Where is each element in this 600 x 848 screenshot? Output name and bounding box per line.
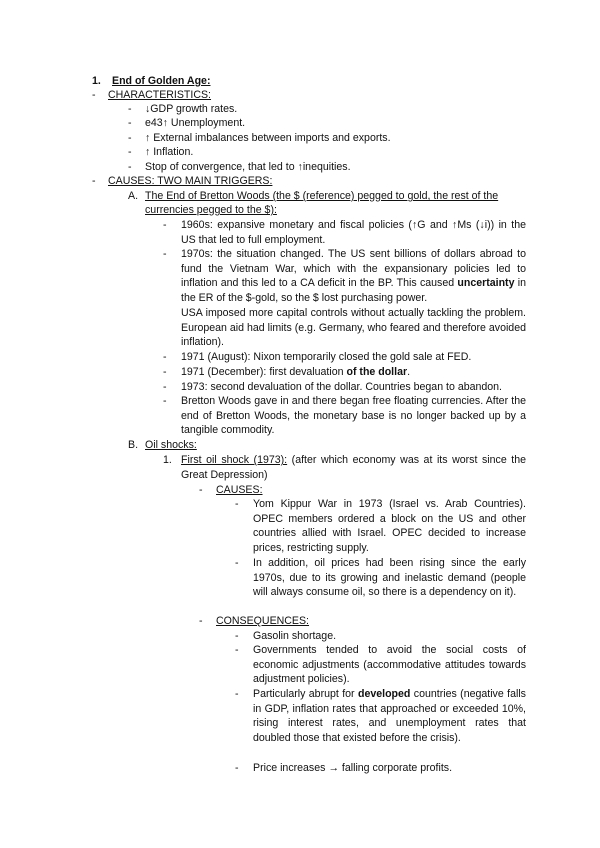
- paragraph: USA imposed more capital controls without actually tackling the problem. European aid had limits (e.g. Germany, who feared and therefore avoided inflation).: [181, 307, 526, 349]
- paragraph: [253, 687, 526, 745]
- causes-heading: CAUSES: TWO MAIN TRIGGERS:: [108, 175, 273, 187]
- text-run: 1971 (December): first devaluation: [181, 366, 347, 378]
- subsection-letter: B.: [128, 439, 139, 451]
- dash-bullet: -: [235, 498, 239, 510]
- dash-bullet: -: [163, 219, 167, 231]
- text-run: (after which economy was at its worst since the Great Depression): [181, 454, 527, 481]
- dash-bullet: -: [235, 688, 239, 700]
- paragraph: Governments tended to avoid the social costs of economic adjustments (accommodative attitudes towards adjustment policies).: [253, 644, 526, 686]
- list-item: Price increases → falling corporate profits.: [253, 762, 453, 774]
- subsection-letter: A.: [128, 190, 139, 202]
- text-run: .: [407, 366, 411, 378]
- paragraph: Bretton Woods gave in and there began free floating currencies. After the end of Bretton Woods, the monetary base is no longer backed up by a tangible commodity.: [181, 395, 526, 437]
- paragraph: [181, 453, 526, 482]
- emphasis-text: developed: [357, 688, 411, 700]
- dash-bullet: -: [128, 146, 132, 158]
- dash-bullet: -: [163, 395, 167, 407]
- dash-bullet: -: [163, 366, 167, 378]
- paragraph: [181, 247, 526, 305]
- text-run: in the ER of the $-gold, so the $ lost purchasing power.: [181, 277, 526, 304]
- dash-bullet: -: [128, 132, 132, 144]
- consequences-subheading: CONSEQUENCES:: [216, 615, 310, 627]
- list-item: ↑ Inflation.: [145, 146, 194, 158]
- dash-bullet: -: [163, 248, 167, 260]
- list-item: 1971 (August): Nixon temporarily closed the gold sale at FED.: [181, 351, 472, 363]
- paragraph: In addition, oil prices had been rising since the early 1970s, due to its growing and inelastic demand (people will always consume oil, so there is a dependency on it).: [253, 557, 526, 599]
- dash-bullet: -: [235, 557, 239, 569]
- characteristics-heading: CHARACTERISTICS:: [108, 89, 212, 101]
- paragraph: 1960s: expansive monetary and fiscal policies (↑G and ↑Ms (↓i)) in the US that led to full employment.: [181, 219, 526, 246]
- text-run: 1970s: the situation changed. The US sent billions of dollars abroad to fund the Vietnam War, which with the expansionary policies led to inflation and this led to a CA deficit in the BP. This caused: [181, 248, 526, 290]
- dash-bullet: -: [92, 175, 96, 187]
- causes-subheading: CAUSES:: [216, 484, 263, 496]
- section-title: End of Golden Age:: [112, 75, 211, 87]
- emphasis-text: of the dollar: [346, 366, 408, 378]
- list-item: e43↑ Unemployment.: [145, 117, 246, 129]
- dash-bullet: -: [235, 644, 239, 656]
- list-item: Gasolin shortage.: [253, 630, 337, 642]
- dash-bullet: -: [128, 117, 132, 129]
- paragraph: Yom Kippur War in 1973 (Israel vs. Arab Countries). OPEC members ordered a block on the US and other countries allied with Israel. OPEC decided to increase prices, restricting supply.: [253, 498, 526, 554]
- list-item: 1973: second devaluation of the dollar. Countries began to abandon.: [181, 381, 502, 393]
- dash-bullet: -: [163, 381, 167, 393]
- text-run: countries (negative falls in GDP, inflation rates that approached or exceeded 10%, rising interest rates, and unemployment rates that doubled those that existed before the crisis).: [253, 688, 526, 744]
- list-item: [181, 365, 410, 379]
- dash-bullet: -: [128, 161, 132, 173]
- subsection-heading-line1: The End of Bretton Woods (the $ (reference) pegged to gold, the rest of the: [145, 190, 499, 202]
- emphasis-text: uncertainty: [457, 277, 515, 290]
- dash-bullet: -: [235, 630, 239, 642]
- subsection-heading-line2: currencies pegged to the $):: [145, 204, 277, 216]
- dash-bullet: -: [199, 484, 203, 496]
- dash-bullet: -: [92, 89, 96, 101]
- item-number: 1.: [163, 454, 172, 466]
- list-item: Stop of convergence, that led to ↑inequities.: [145, 161, 351, 173]
- subsection-heading: Oil shocks:: [145, 439, 197, 451]
- dash-bullet: -: [235, 762, 239, 774]
- item-title: First oil shock (1973):: [181, 454, 288, 466]
- dash-bullet: -: [128, 103, 132, 115]
- dash-bullet: -: [163, 351, 167, 363]
- text-run: Particularly abrupt for: [253, 688, 358, 700]
- section-number: 1.: [92, 75, 101, 87]
- list-item: ↑ External imbalances between imports and exports.: [145, 132, 391, 144]
- list-item: ↓GDP growth rates.: [145, 103, 238, 115]
- dash-bullet: -: [199, 615, 203, 627]
